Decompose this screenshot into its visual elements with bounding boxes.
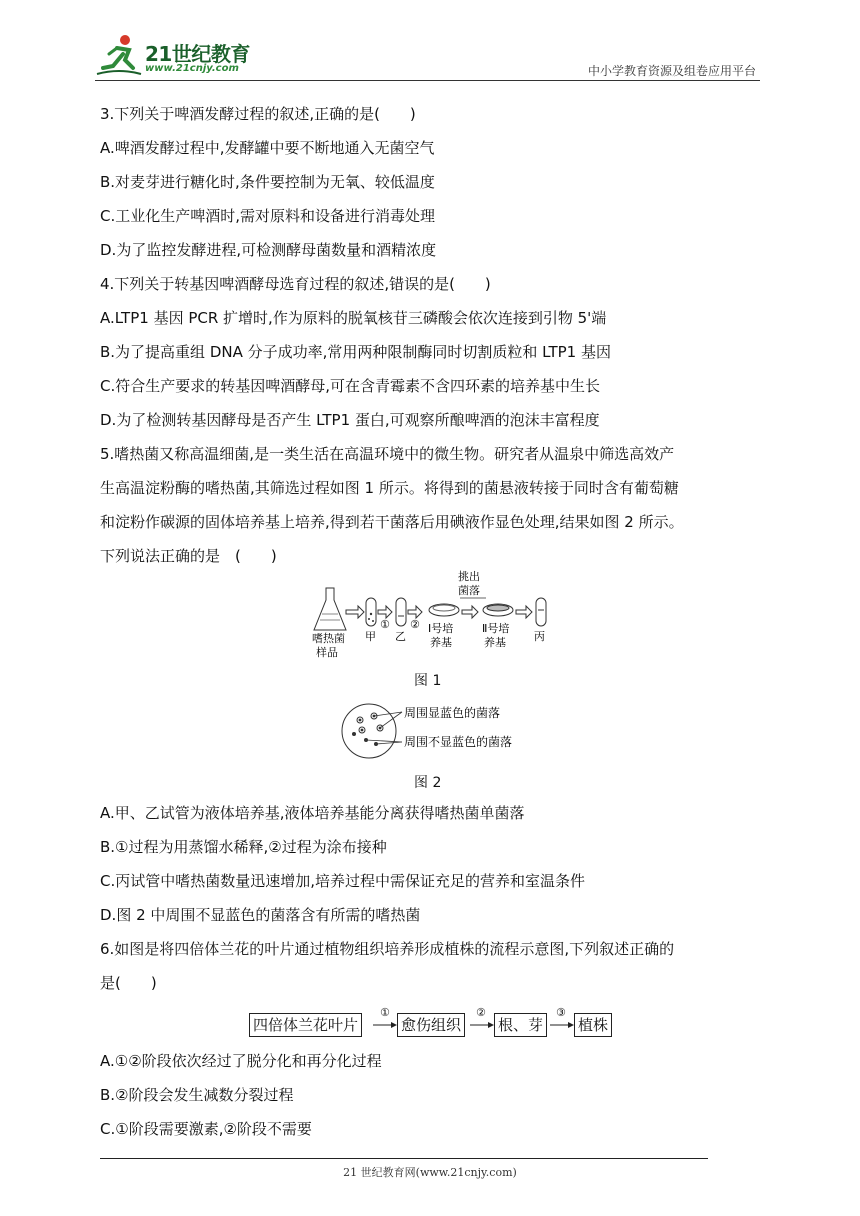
q3-option-c: C.工业化生产啤酒时,需对原料和设备进行消毒处理 [100,207,436,225]
label-pick-line2: 菌落 [458,584,480,597]
label-not-blue-colonies: 周围不显蓝色的菌落 [404,735,513,749]
q3-option-b: B.对麦芽进行糖化时,条件要控制为无氧、较低温度 [100,173,435,191]
q4-stem: 4.下列关于转基因啤酒酵母选育过程的叙述,错误的是( ) [100,275,491,293]
figure-1-caption: 图 1 [414,673,442,689]
label-step-2: ② [410,618,420,631]
arrow-icon [346,606,364,618]
q3-option-a: A.啤酒发酵过程中,发酵罐中要不断地通入无菌空气 [100,139,435,157]
flow-step-1: ① [380,1006,390,1019]
test-tube-yi-icon [396,598,406,626]
label-plate1-line1: Ⅰ号培 [428,622,454,635]
runner-logo-icon [95,32,143,78]
q4-option-d: D.为了检测转基因酵母是否产生 LTP1 蛋白,可观察所酿啤酒的泡沫丰富程度 [100,411,600,429]
label-pick-line1: 挑出 [458,570,480,583]
arrow-icon [408,606,422,618]
q5-option-b: B.①过程为用蒸馏水稀释,②过程为涂布接种 [100,838,387,856]
label-sample-1: 嗜热菌 [312,632,345,645]
flow-arrow-icon [470,1020,494,1030]
q3-stem: 3.下列关于啤酒发酵过程的叙述,正确的是( ) [100,105,416,123]
footer-divider [100,1158,708,1159]
flow-arrow-icon [373,1020,397,1030]
flask-icon [314,588,346,630]
figure-1-diagram [310,570,560,660]
label-yi: 乙 [395,630,406,643]
q5-stem-line3: 和淀粉作碳源的固体培养基上培养,得到若干菌落后用碘液作显色处理,结果如图 2 所示。 [100,513,684,531]
q4-option-c: C.符合生产要求的转基因啤酒酵母,可在含青霉素不含四环素的培养基中生长 [100,377,601,395]
platform-name: 中小学教育资源及组卷应用平台 [587,64,756,78]
q5-stem-line4: 下列说法正确的是 ( ) [100,547,277,565]
q6-stem-line2: 是( ) [100,974,157,992]
petri-dish-1-icon [429,604,459,616]
q6-option-a: A.①②阶段依次经过了脱分化和再分化过程 [100,1052,382,1070]
logo-text: 21世纪教育 [145,42,250,66]
arrow-icon [462,606,478,618]
q5-option-a: A.甲、乙试管为液体培养基,液体培养基能分离获得嗜热菌单菌落 [100,804,525,822]
q3-option-d: D.为了监控发酵进程,可检测酵母菌数量和酒精浓度 [100,241,437,259]
q4-option-b: B.为了提高重组 DNA 分子成功率,常用两种限制酶同时切割质粒和 LTP1 基因 [100,343,611,361]
label-sample-2: 样品 [316,646,338,659]
q6-option-b: B.②阶段会发生减数分裂过程 [100,1086,294,1104]
page-header [95,32,760,81]
logo-url: www.21cnjy.com [145,63,239,74]
q6-option-c: C.①阶段需要激素,②阶段不需要 [100,1120,312,1138]
q6-stem-line1: 6.如图是将四倍体兰花的叶片通过植物组织培养形成植株的流程示意图,下列叙述正确的 [100,940,675,958]
q5-stem-line1: 5.嗜热菌又称高温细菌,是一类生活在高温环境中的微生物。研究者从温泉中筛选高效产 [100,445,675,463]
flow-box-plant: 植株 [574,1013,612,1037]
test-tube-jia-icon [366,598,376,626]
label-step-1: ① [380,618,390,631]
q5-stem-line2: 生高温淀粉酶的嗜热菌,其筛选过程如图 1 所示。将得到的菌悬液转接于同时含有葡萄糖 [100,479,679,497]
flow-box-leaf: 四倍体兰花叶片 [249,1013,362,1037]
flow-box-callus: 愈伤组织 [397,1013,465,1037]
arrow-icon [516,606,532,618]
label-bing: 丙 [534,630,545,643]
label-blue-colonies: 周围显蓝色的菌落 [404,706,501,720]
page-footer: 21 世纪教育网(www.21cnjy.com) [343,1166,517,1179]
test-tube-bing-icon [536,598,546,626]
petri-dish-2-icon [483,604,513,616]
petri-dish-colonies-icon [342,704,396,758]
flow-arrow-icon [550,1020,574,1030]
flow-box-root-bud: 根、芽 [494,1013,547,1037]
flow-step-2: ② [476,1006,486,1019]
q5-option-c: C.丙试管中嗜热菌数量迅速增加,培养过程中需保证充足的营养和室温条件 [100,872,586,890]
q5-option-d: D.图 2 中周围不显蓝色的菌落含有所需的嗜热菌 [100,906,421,924]
label-jia: 甲 [365,630,376,643]
q4-option-a: A.LTP1 基因 PCR 扩增时,作为原料的脱氧核苷三磷酸会依次连接到引物 5'端 [100,309,607,327]
figure-2-caption: 图 2 [414,775,442,791]
figure-2-diagram [340,700,530,762]
label-plate1-line2: 养基 [430,636,452,649]
flow-step-3: ③ [556,1006,566,1019]
label-plate2-line1: Ⅱ号培 [482,622,510,635]
label-plate2-line2: 养基 [484,636,506,649]
arrow-icon [378,606,392,618]
site-logo [95,32,255,78]
